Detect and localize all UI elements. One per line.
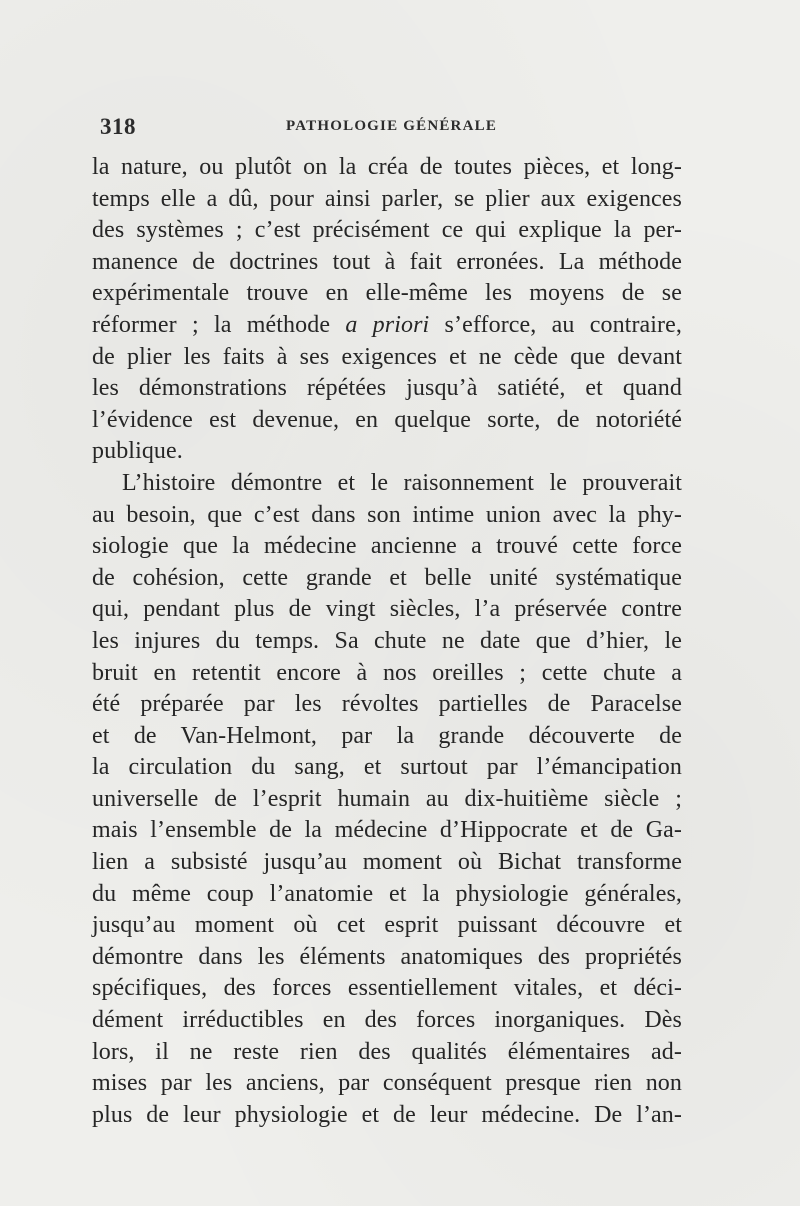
text-line: lien a subsisté jusqu’au moment où Bichat transforme <box>92 849 682 876</box>
text-line <box>92 310 682 342</box>
text-line: les injures du temps. Sa chute ne date que d’hier, le <box>92 627 682 654</box>
text-line: et de Van-Helmont, par la grande découverte de <box>92 722 682 749</box>
text-line: l’évidence est devenue, en quelque sorte, de notoriété <box>92 406 682 433</box>
text-line: manence de doctrines tout à fait erronées. La méthode <box>92 248 682 275</box>
text-line: expérimentale trouve en elle-même les moyens de se <box>92 280 682 307</box>
text-line: les démonstrations répétées jusqu’à satiété, et quand <box>92 375 682 402</box>
text-line: dément irréductibles en des forces inorganiques. Dès <box>92 1007 682 1034</box>
running-head: PATHOLOGIE GÉNÉRALE <box>286 118 498 134</box>
text-line: démontre dans les éléments anatomiques des propriétés <box>92 943 682 970</box>
text-line: au besoin, que c’est dans son intime union avec la phy- <box>92 501 682 528</box>
text-line: plus de leur physiologie et de leur médecine. De l’an- <box>92 1101 682 1128</box>
text-line: temps elle a dû, pour ainsi parler, se plier aux exigences <box>92 185 682 212</box>
paragraph-start-line: L’histoire démontre et le raisonnement le prouverait <box>122 469 682 496</box>
text-line: lors, il ne reste rien des qualités élémentaires ad- <box>92 1038 682 1065</box>
text-line-start: réformer ; la méthode <box>92 311 346 338</box>
text-line: été préparée par les révoltes partielles de Paracelse <box>92 691 682 718</box>
text-line: du même coup l’anatomie et la physiologie générales, <box>92 880 682 907</box>
body-text <box>92 152 682 1131</box>
paragraph-end-line: publique. <box>92 438 183 465</box>
text-line-rest: s’efforce, au contraire, <box>429 311 682 338</box>
text-line: des systèmes ; c’est précisément ce qui explique la per- <box>92 217 682 244</box>
text-line: mais l’ensemble de la médecine d’Hippocrate et de Ga- <box>92 817 682 844</box>
page-number: 318 <box>100 114 136 139</box>
text-line: bruit en retentit encore à nos oreilles ; cette chute a <box>92 659 682 686</box>
text-line: de plier les faits à ses exigences et ne cède que devant <box>92 343 682 370</box>
text-line: la nature, ou plutôt on la créa de toutes pièces, et long- <box>92 154 682 180</box>
text-line: mises par les anciens, par conséquent presque rien non <box>92 1070 682 1097</box>
text-line: universelle de l’esprit humain au dix-huitième siècle ; <box>92 785 682 812</box>
text-line: qui, pendant plus de vingt siècles, l’a préservée contre <box>92 596 682 623</box>
text-line: de cohésion, cette grande et belle unité systématique <box>92 564 682 591</box>
text-line: spécifiques, des forces essentiellement vitales, et déci- <box>92 975 682 1002</box>
text-line: jusqu’au moment où cet esprit puissant découvre et <box>92 912 682 939</box>
italic-phrase: a priori <box>345 311 430 338</box>
page-header <box>100 114 700 140</box>
text-line: la circulation du sang, et surtout par l’émancipation <box>92 754 682 781</box>
text-line: siologie que la médecine ancienne a trouvé cette force <box>92 533 682 560</box>
